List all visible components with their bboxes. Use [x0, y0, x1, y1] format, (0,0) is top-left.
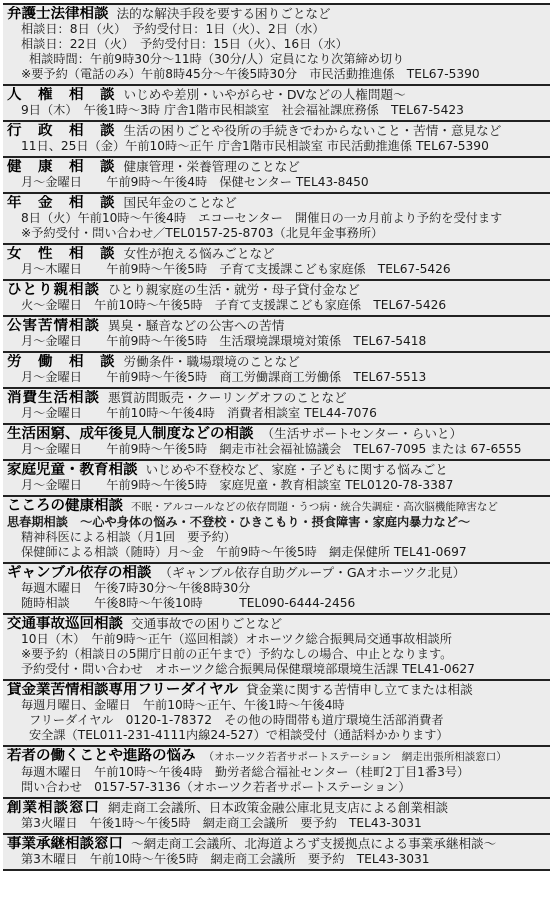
entry-line: 精神科医による相談（月1回 要予約） — [21, 530, 236, 544]
consultation-entry-lawyer — [3, 3, 550, 84]
entry-line: 問い合わせ 0157-57-3136（オホーツク若者サポートステーション） — [21, 780, 411, 794]
entry-line: 相談日：8日（火） 予約受付日：1日（火）、2日（水） — [21, 22, 325, 36]
entry-description: いじめや不登校など、家庭・子どもに関する悩みごと — [145, 462, 448, 477]
entry-line: 相談時間：午前9時30分～11時（30分/人）定員になり次第締め切り — [29, 52, 405, 66]
consultation-entry-traffic-accident — [3, 613, 550, 679]
consultation-entry-living-support — [3, 423, 550, 459]
entry-description: 悪質訪問販売・クーリングオフのことなど — [108, 390, 347, 405]
entry-line: 火～金曜日 午前10時～午後5時 子育て支援課こども家庭係 TEL67-5426 — [21, 298, 447, 312]
entry-description: 不眠・アルコールなどの依存問題・うつ病・統合失調症・高次脳機能障害など — [131, 501, 498, 513]
consultation-entry-money-lending — [3, 679, 550, 745]
consultation-entry-women — [3, 243, 550, 279]
entry-description: 健康管理・栄養管理のことなど — [123, 159, 300, 174]
entry-description: （オホーツク若者サポートステーション 網走出張所相談窓口） — [203, 751, 507, 763]
consultation-entry-mental-health — [3, 495, 550, 562]
entry-line: 保健師による相談（随時）月～金 午前9時～午後5時 網走保健所 TEL41-0697 — [21, 545, 467, 559]
consultation-entry-family-education — [3, 459, 550, 495]
entry-line: 第3火曜日 午後1時～午後5時 網走商工会議所 要予約 TEL43-3031 — [21, 816, 422, 830]
consultation-entry-gambling — [3, 562, 550, 613]
entry-line: 相談日：22日（火） 予約受付日：15日（火）、16日（水） — [21, 37, 348, 51]
entry-line: 毎週木曜日 午後7時30分～午後8時30分 — [21, 581, 251, 595]
entry-line: ※予約受付・問い合わせ／TEL0157-25-8703（北見年金事務所） — [21, 226, 384, 240]
entry-title: 貸金業苦情相談専用フリーダイヤル — [7, 682, 238, 698]
entry-line: 安全課（TEL011-231-4111内線24-527）で相談受付（通話料かかります） — [29, 728, 449, 742]
entry-title: 年 金 相 談 — [7, 195, 116, 211]
consultation-entry-startup — [3, 797, 550, 833]
entry-title: 行 政 相 談 — [7, 123, 116, 139]
consultation-entry-pension — [3, 192, 550, 243]
consultation-entry-pollution — [3, 315, 550, 351]
entry-description: 法的な解決手段を要する困りごとなど — [116, 6, 331, 21]
entry-line: 毎週木曜日 午前10時～午後4時 勤労者総合福祉センター（桂町2丁目1番3号） — [21, 765, 470, 779]
entry-line: 月～金曜日 午前9時～午後5時 生活環境課環境対策係 TEL67-5418 — [21, 334, 427, 348]
entry-description: ひとり親家庭の生活・就労・母子貸付金など — [108, 282, 360, 297]
entry-line: 随時相談 午後8時～午後10時 TEL090-6444-2456 — [21, 596, 356, 610]
entry-title: 事業承継相談窓口 — [7, 836, 123, 852]
consultation-entry-labor — [3, 351, 550, 387]
entry-description: 網走商工会議所、日本政策金融公庫北見支店による創業相談 — [108, 800, 449, 815]
entry-line: フリーダイヤル 0120-1-78372 その他の時間帯も道庁環境生活部消費者 — [29, 713, 444, 727]
entry-title: 創業相談窓口 — [7, 800, 100, 816]
entry-line: 月～木曜日 午前9時～午後5時 子育て支援課こども家庭係 TEL67-5426 — [21, 262, 451, 276]
consultation-entry-consumer — [3, 387, 550, 423]
entry-title: 交通事故巡回相談 — [7, 616, 123, 632]
entry-title: 弁護士法律相談 — [7, 6, 109, 22]
entry-line: 月～金曜日 午前9時～午後5時 家庭児童・教育相談室 TEL0120-78-3387 — [21, 478, 454, 492]
entry-description: いじめや差別・いやがらせ・DVなどの人権問題～ — [123, 87, 406, 102]
consultation-entry-health — [3, 156, 550, 192]
consultation-entry-administrative — [3, 120, 550, 156]
entry-description: 女性が抱える悩みごとなど — [123, 246, 275, 261]
entry-description: 貸金業に関する苦情申し立てまたは相談 — [245, 682, 473, 697]
entry-description: （ギャンブル依存自助グループ・GAオホーツク北見） — [159, 565, 466, 580]
entry-title: 女 性 相 談 — [7, 246, 116, 262]
consultation-entry-human-rights — [3, 84, 550, 120]
entry-description: （生活サポートセンター・らいと） — [261, 426, 463, 441]
entry-line: 9日（木） 午後1時～3時 庁舎1階市民相談室 社会福祉課庶務係 TEL67-5423 — [21, 103, 464, 117]
entry-line: 第3木曜日 午前10時～午後5時 網走商工会議所 要予約 TEL43-3031 — [21, 852, 430, 866]
entry-title: ひとり親相談 — [7, 282, 100, 298]
entry-line: 月～金曜日 午前9時～午後5時 商工労働課商工労働係 TEL67-5513 — [21, 370, 427, 384]
entry-title: 家庭児童・教育相談 — [7, 462, 138, 478]
consultation-entry-single-parent — [3, 279, 550, 315]
entry-description: 異臭・騒音などの公害への苦情 — [108, 318, 285, 333]
entry-line: 10日（木） 午前9時～正午（巡回相談）オホーツク総合振興局交通事故相談所 — [21, 632, 452, 646]
entry-line: 8日（火）午前10時～午後4時 エコーセンター 開催日の一カ月前より予約を受付ます — [21, 211, 503, 225]
consultation-entry-youth-work — [3, 745, 550, 797]
entry-title: 健 康 相 談 — [7, 159, 116, 175]
entry-line: 思春期相談 ～心や身体の悩み・不登校・ひきこもり・摂食障害・家庭内暴力など～ — [7, 515, 471, 529]
entry-line: 月～金曜日 午前10時～午後4時 消費者相談室 TEL44-7076 — [21, 406, 377, 420]
entry-description: 生活の困りごとや役所の手続きでわからないこと・苦情・意見など — [123, 123, 502, 138]
entry-line: 毎週月曜日、金曜日 午前10時～正午、午後1時～午後4時 — [21, 698, 345, 712]
entry-title: 消費生活相談 — [7, 390, 100, 406]
entry-title: ギャンブル依存の相談 — [7, 565, 152, 581]
entry-description: ～網走商工会議所、北海道よろず支援拠点による事業承継相談～ — [131, 836, 497, 851]
entry-title: 生活困窮、成年後見人制度などの相談 — [7, 426, 254, 442]
consultation-entry-business-succession — [3, 833, 550, 871]
entry-line: ※要予約（電話のみ）午前8時45分～午後5時30分 市民活動推進係 TEL67-5390 — [21, 67, 480, 81]
entry-line: 月～金曜日 午前9時～午後4時 保健センター TEL43-8450 — [21, 175, 369, 189]
entry-line: 11日、25日（金）午前10時～正午 庁舎1階市民相談室 市民活動推進係 TEL67-5390 — [21, 139, 489, 153]
entry-title: 人 権 相 談 — [7, 87, 116, 103]
entry-title: こころの健康相談 — [7, 498, 123, 514]
entry-title: 労 働 相 談 — [7, 354, 116, 370]
entry-description: 労働条件・職場環境のことなど — [123, 354, 300, 369]
entry-description: 国民年金のことなど — [123, 195, 237, 210]
entry-line: 月～金曜日 午前9時～午後5時 網走市社会福祉協議会 TEL67-7095 または 67-6555 — [21, 442, 522, 456]
entry-line: 予約受付・問い合わせ オホーツク総合振興局保健環境部環境生活課 TEL41-0627 — [21, 662, 475, 676]
entry-title: 公害苦情相談 — [7, 318, 100, 334]
entry-line: ※要予約（相談日の5開庁日前の正午まで）予約なしの場合、中止となります。 — [21, 647, 453, 661]
entry-description: 交通事故での困りごとなど — [131, 616, 283, 631]
entry-title: 若者の働くことや進路の悩み — [7, 748, 196, 764]
